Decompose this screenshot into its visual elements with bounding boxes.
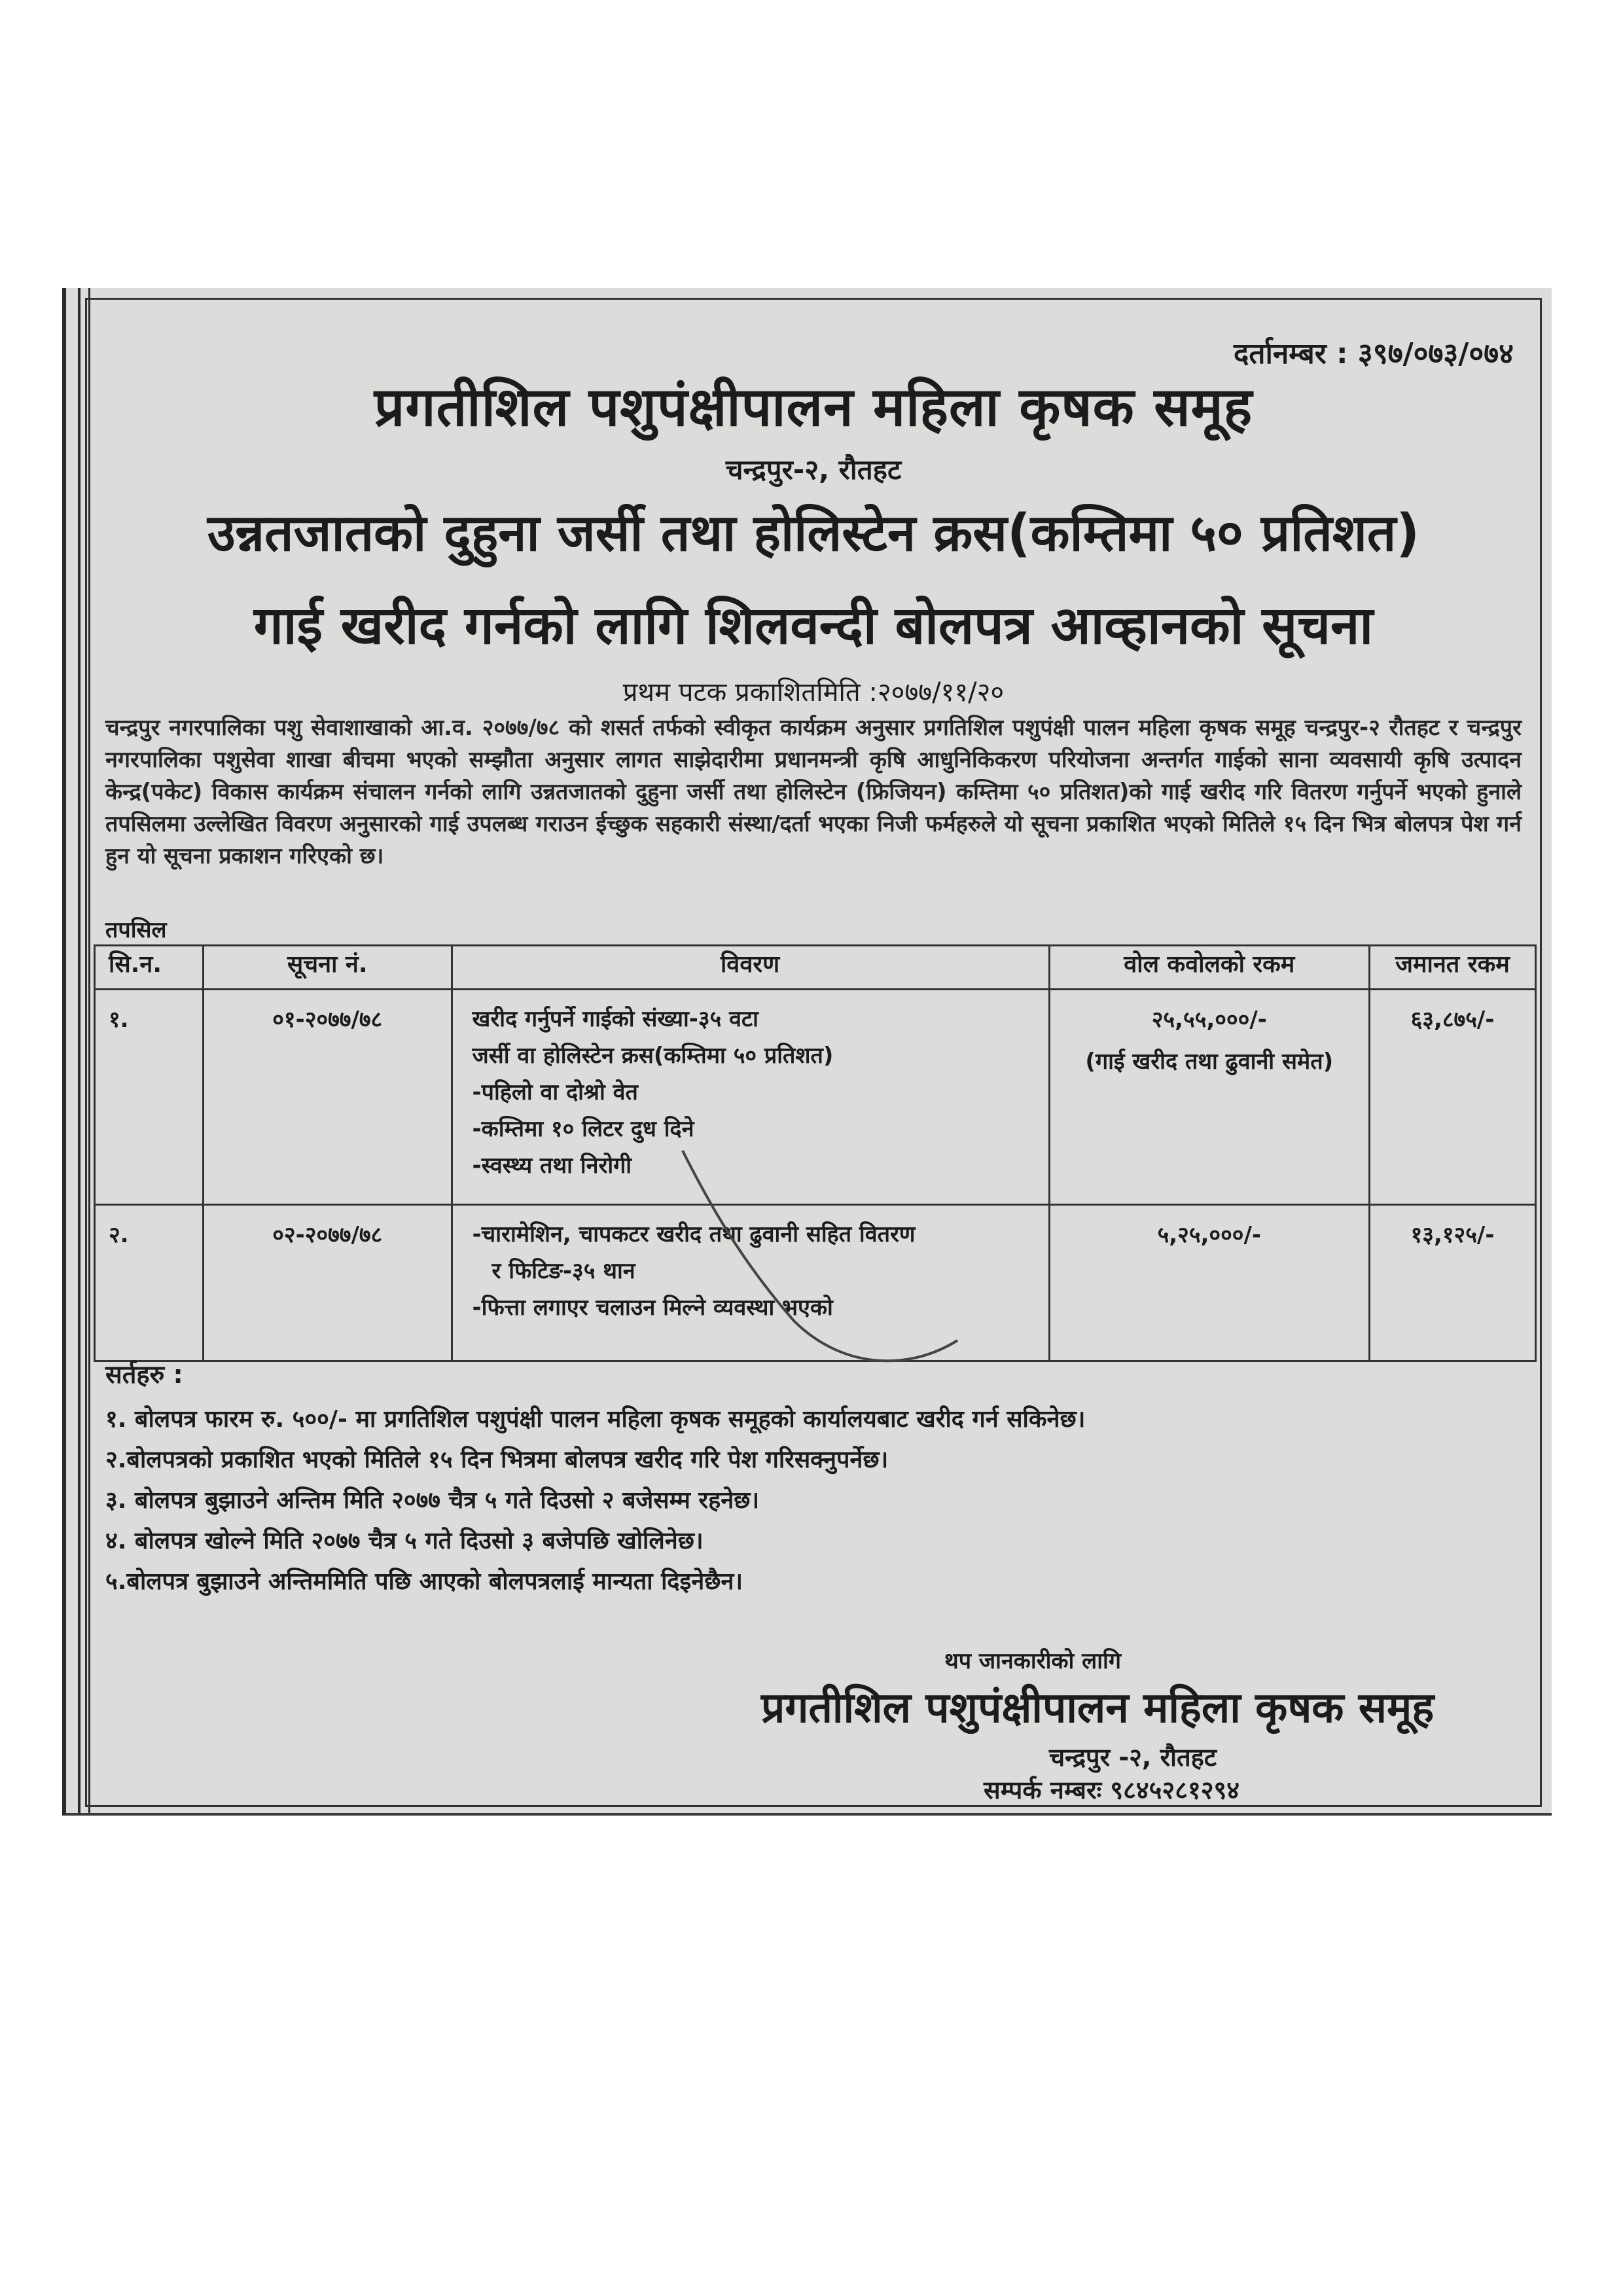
tapsil-label: तपसिल [105, 917, 167, 943]
row-notice-no: ०१-२०७७/७८ [203, 990, 452, 1205]
table-row [95, 990, 1536, 1205]
row-sn: २. [95, 1205, 204, 1361]
left-rule [78, 288, 80, 1813]
row-deposit: १३,१२५/- [1370, 1205, 1536, 1361]
row-notice-no: ०२-२०७७/७८ [203, 1205, 452, 1361]
row-details [452, 990, 1049, 1205]
contact-number: सम्पर्क नम्बरः ९८४५२८१२९४ [984, 1776, 1240, 1804]
detail-line: र फिटिङ-३५ थान [491, 1258, 635, 1284]
table-header-row [95, 946, 1536, 990]
headline-line-2: गाई खरीद गर्नको लागि शिलवन्दी बोलपत्र आव्हानको सूचना [253, 595, 1374, 656]
org-address: चन्द्रपुर-२, रौतहट [725, 454, 902, 486]
detail-line: -फित्ता लगाएर चलाउन मिल्ने व्यवस्था भएको [472, 1295, 833, 1321]
detail-line: जर्सी वा होलिस्टेन क्रस(कम्तिमा ५० प्रतिशत) [472, 1043, 834, 1069]
detail-line: खरीद गर्नुपर्ने गाईको संख्या-३५ वटा [472, 1006, 758, 1032]
row-deposit: ६३,८७५/- [1370, 990, 1536, 1205]
table-row [95, 1205, 1536, 1361]
row-bid-amount [1049, 990, 1370, 1205]
more-info-label: थप जानकारीको लागि [944, 1648, 1121, 1674]
col-sn: सि.न. [95, 946, 204, 990]
row-bid-amount: ५,२५,०००/- [1049, 1205, 1370, 1361]
row-details [452, 1205, 1049, 1361]
notice-frame [85, 298, 1542, 1807]
terms-list [105, 1399, 1085, 1602]
col-deposit: जमानत रकम [1370, 946, 1536, 990]
signature-address: चन्द्रपुर -२, रौतहट [1049, 1743, 1217, 1772]
bid-amount-note: (गाई खरीद तथा ढुवानी समेत) [1085, 1049, 1334, 1075]
bid-amount-value: २५,५५,०००/- [1151, 1007, 1267, 1033]
detail-line: -पहिलो वा दोश्रो वेत [472, 1079, 638, 1105]
term-item: ३. बोलपत्र बुझाउने अन्तिम मिति २०७७ चैत्र ५ गते दिउसो २ बजेसम्म रहनेछ। [105, 1487, 760, 1514]
published-date: प्रथम पटक प्रकाशितमिति :२०७७/११/२० [622, 677, 1005, 708]
intro-paragraph: चन्द्रपुर नगरपालिका पशु सेवाशाखाको आ.व. २०७७/७८ को शसर्त तर्फको स्वीकृत कार्यक्रम अनुसार प्रगतिशिल पशुपंक्षी पालन महिला कृषक समूह चन्द्रपुर-२ रौतहट र चन्द्रपुर नगरपालिका पशुसेवा शाखा बीचमा भएको सम्झौता अनुसार लागत साझेदारीमा प्रधानमन्त्री कृषि आधुनिकिकरण परियोजना अन्तर्गत गाईको साना व्यवसायी कृषि उत्पादन केन्द्र(पकेट) विकास कार्यक्रम संचालन गर्नको लागि उन्नतजातको दुहुना जर्सी तथा होलिस्टेन (फ्रिजियन) कम्तिमा ५० प्रतिशत)को गाई खरीद गरि वितरण गर्नुपर्ने भएको हुनाले तपसिलमा उल्लेखित विवरण अनुसारको गाई उपलब्ध गराउन ईच्छुक सहकारी संस्था/दर्ता भएका निजी फर्महरुले यो सूचना प्रकाशित भएको मितिले १५ दिन भित्र बोलपत्र पेश गर्न हुन यो सूचना प्रकाशन गरिएको छ। [105, 715, 1522, 869]
col-details: विवरण [452, 946, 1049, 990]
col-notice-no: सूचना नं. [203, 946, 452, 990]
term-item: १. बोलपत्र फारम रु. ५००/- मा प्रगतिशिल पशुपंक्षी पालन महिला कृषक समूहको कार्यालयबाट खरीद गर्न सकिनेछ। [105, 1406, 1086, 1433]
registration-number: दर्तानम्बर : ३९७/०७३/०७४ [1234, 337, 1514, 370]
headline-line-1: उन्नतजातको दुहुना जर्सी तथा होलिस्टेन क्रस(कम्तिमा ५० प्रतिशत) [207, 504, 1420, 563]
term-item: ५.बोलपत्र बुझाउने अन्तिममिति पछि आएको बोलपत्रलाई मान्यता दिइनेछैन। [105, 1568, 743, 1595]
detail-line: -कम्तिमा १० लिटर दुध दिने [472, 1116, 694, 1142]
org-title: प्रगतीशिल पशुपंक्षीपालन महिला कृषक समूह [374, 376, 1253, 439]
signature-org-name: प्रगतीशिल पशुपंक्षीपालन महिला कृषक समूह [761, 1684, 1435, 1732]
col-bid-amount: वोल कवोलको रकम [1049, 946, 1370, 990]
terms-heading: सर्तहरु : [105, 1360, 183, 1389]
term-item: २.बोलपत्रको प्रकाशित भएको मितिले १५ दिन भित्रमा बोलपत्र खरीद गरि पेश गरिसक्नुपर्नेछ। [105, 1446, 889, 1473]
detail-line: -स्वस्थ्य तथा निरोगी [472, 1153, 632, 1179]
term-item: ४. बोलपत्र खोल्ने मिति २०७७ चैत्र ५ गते दिउसो ३ बजेपछि खोलिनेछ। [105, 1528, 704, 1554]
detail-line: -चारामेशिन, चापकटर खरीद तथा ढुवानी सहित वितरण [472, 1221, 916, 1247]
row-sn: १. [95, 990, 204, 1205]
notice-table [94, 944, 1537, 1362]
